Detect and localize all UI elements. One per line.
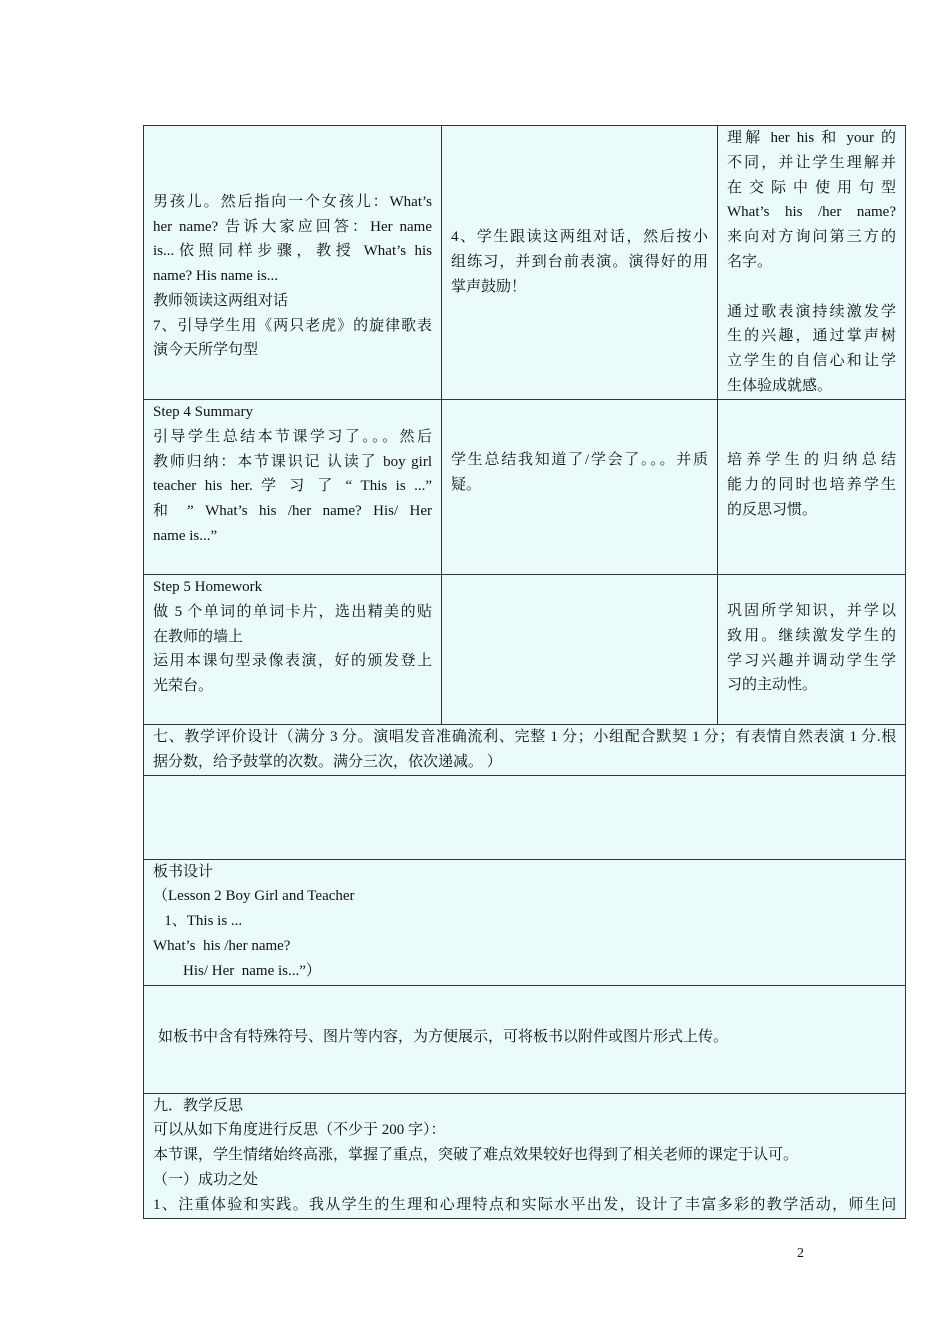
text-line: （Lesson 2 Boy Girl and Teacher [153,888,355,905]
text-line: 来向对方询问第三方的 [727,229,896,246]
step4-summary-row [144,400,906,575]
evaluation-design-row [144,725,906,776]
text-line: is...依照同样步骤，教授 What’s his [153,243,432,260]
teacher-activity-cell [144,126,442,400]
text-line: 可以从如下角度进行反思（不少于 200 字）： [153,1122,446,1139]
text-line: 做 5 个单词的单词卡片，选出精美的贴 [153,603,432,620]
text-line: His/ Her name is...”） [153,962,321,979]
section-heading: 九．教学反思 [153,1097,244,1114]
text-line: 学习兴趣并调动学生学 [727,652,896,669]
step-title: Step 5 Homework [153,579,263,595]
text-line: 七、教学评价设计（满分 3 分。演唱发音准确流利、完整 1 分；小组配合默契 1 分；有表情自然表演 1 分.根 [153,729,896,745]
step-title: Step 4 Summary [153,404,253,420]
board-note-cell [144,985,906,1093]
text-line: What’s his /her name? [153,937,291,954]
page-number: 2 [797,1246,804,1261]
text-line: 本节课，学生情绪始终高涨，掌握了重点，突破了难点效果较好也得到了相关老师的课定于认可。 [153,1147,799,1164]
student-activity-cell [442,575,718,725]
text-line: 名字。 [727,253,773,270]
text-line: 巩固所学知识，并学以 [727,603,896,619]
text-line: 1、This is ... [153,913,243,930]
board-note-row [144,985,906,1093]
text-line: 运用本课句型录像表演，好的颁发登上 [153,653,432,670]
reflection-row [144,1093,906,1218]
text-line: 如板书中含有特殊符号、图片等内容，为方便展示，可将板书以附件或图片形式上传。 [158,1028,729,1045]
text-line: her name? 告诉大家应回答：Her name [153,218,432,235]
text-line: 教师归纳：本节课识记 认读了 boy girl [153,453,432,470]
text-line: 致用。继续激发学生的 [727,627,896,644]
text-line: teacher his her. 学 习 了 “ This is ...” [153,478,432,495]
text-line: 和 ” What’s his /her name? His/ Her [153,503,432,520]
student-activity-cell [442,400,718,575]
text-line: 光荣台。 [153,678,214,695]
text-line: 引导学生总结本节课学习了。。。然后 [153,428,432,445]
text-line: 男孩儿。然后指向一个女孩儿：What’s [153,193,432,210]
text-line: 4、学生跟读这两组对话，然后按小 [451,229,708,246]
text-line: 的反思习惯。 [727,501,818,518]
step5-homework-row [144,575,906,725]
text-line: 掌声鼓励！ [451,278,527,295]
teacher-activity-cell [144,575,442,725]
design-intent-cell [718,400,906,575]
text-line: What’s his /her name? [727,204,896,221]
empty-row [144,775,906,859]
text-line: 在 交 际 中 使 用 句 型 [727,179,896,196]
text-line: （一）成功之处 [153,1171,259,1188]
text-line: 在教师的墙上 [153,628,244,645]
reflection-cell [144,1093,906,1218]
text-line: 立学生的自信心和让学 [727,353,896,370]
text-line: name is...” [153,527,218,544]
lesson-plan-table [143,125,906,1219]
text-line: 通过歌表演持续激发学 [727,303,896,320]
evaluation-design-cell [144,725,906,776]
text-line: 演今天所学句型 [153,342,259,359]
text-line: 7、引导学生用《两只老虎》的旋律歌表 [153,317,432,334]
text-line: 1、注重体验和实践。我从学生的生理和心理特点和实际水平出发，设计了丰富多彩的教学活动，师生问 [153,1196,896,1213]
student-activity-cell [442,126,718,400]
board-design-cell [144,859,906,985]
text-line: 不同，并让学生理解并 [727,154,896,171]
text-line: 理解 her his 和 your 的 [727,130,896,146]
teacher-activity-cell [144,400,442,575]
text-line: 教师领读这两组对话 [153,292,289,309]
text-line: 能力的同时也培养学生 [727,476,896,493]
text-line: 培养学生的归纳总结 [727,452,896,468]
text-line: 据分数，给予鼓掌的次数。满分三次，依次递减。 ） [153,753,502,770]
text-line: 生的兴趣，通过掌声树 [727,328,896,345]
section-heading: 板书设计 [153,863,214,880]
text-line: 生体验成就感。 [727,377,833,394]
empty-cell [144,775,906,859]
text-line: 习的主动性。 [727,677,818,694]
text-line: 组练习，并到台前表演。演得好的用 [451,254,708,271]
design-intent-cell [718,575,906,725]
teaching-step-row [144,126,906,400]
board-design-row [144,859,906,985]
design-intent-cell [718,126,906,400]
text-line: 疑。 [451,476,482,493]
text-line: name? His name is... [153,268,278,285]
text-line: 学生总结我知道了/学会了。。。并质 [451,452,708,468]
